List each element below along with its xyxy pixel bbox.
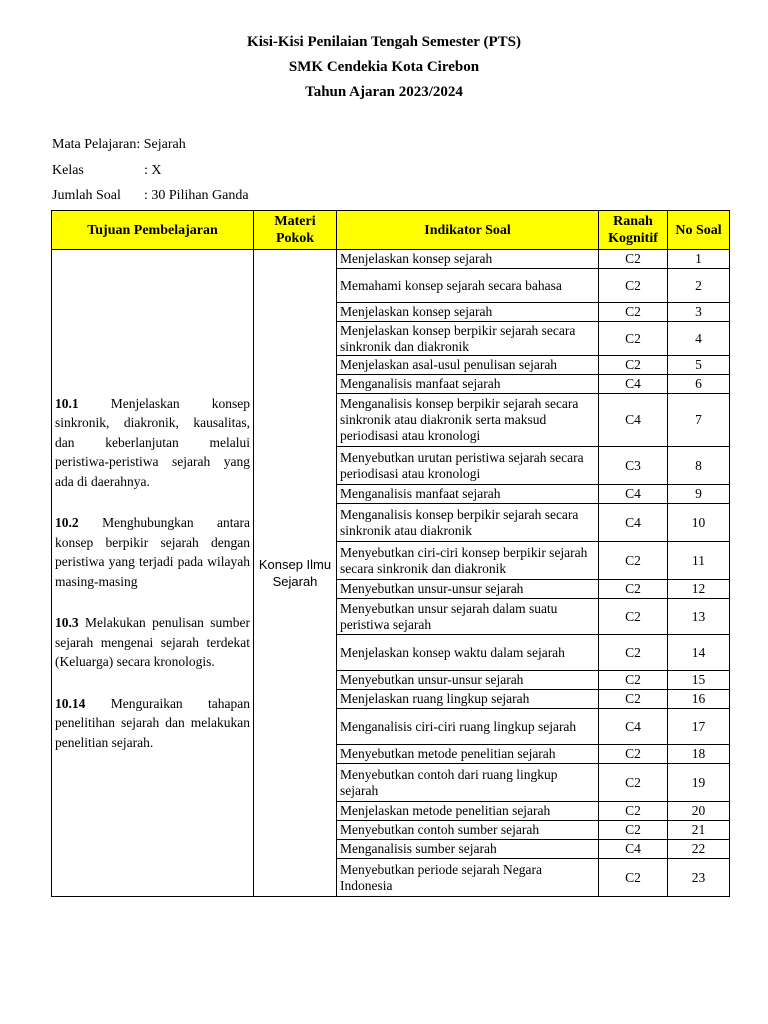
no-soal-cell: 21 xyxy=(668,821,730,840)
indikator-cell: Menjelaskan konsep sejarah xyxy=(337,303,599,322)
tujuan-text: Menghubungkan antara konsep berpikir sejarah dengan peristiwa yang terjadi pada wilayah masing-masing xyxy=(55,515,250,589)
no-soal-cell: 8 xyxy=(668,447,730,485)
ranah-cell: C2 xyxy=(599,745,668,764)
kisi-kisi-table xyxy=(51,210,730,897)
no-soal-cell: 4 xyxy=(668,322,730,356)
indikator-cell: Menganalisis manfaat sejarah xyxy=(337,375,599,394)
no-soal-cell: 10 xyxy=(668,504,730,542)
document-meta xyxy=(52,132,249,209)
indikator-cell: Menyebutkan urutan peristiwa sejarah secara periodisasi atau kronologi xyxy=(337,447,599,485)
tujuan-item xyxy=(55,394,250,492)
ranah-cell: C2 xyxy=(599,250,668,269)
no-soal-cell: 5 xyxy=(668,356,730,375)
title-line-1: Kisi-Kisi Penilaian Tengah Semester (PTS) xyxy=(247,34,521,50)
ranah-cell: C2 xyxy=(599,303,668,322)
ranah-cell: C2 xyxy=(599,859,668,897)
ranah-cell: C4 xyxy=(599,375,668,394)
header-ranah: Ranah Kognitif xyxy=(599,211,668,250)
indikator-cell: Menganalisis konsep berpikir sejarah secara sinkronik atau diakronik xyxy=(337,504,599,542)
tujuan-number: 10.2 xyxy=(55,515,79,531)
no-soal-cell: 20 xyxy=(668,802,730,821)
header-materi: Materi Pokok xyxy=(254,211,337,250)
no-soal-cell: 13 xyxy=(668,599,730,635)
table-header-row xyxy=(52,211,730,250)
meta-jumlah xyxy=(52,183,249,209)
meta-kelas xyxy=(52,158,249,184)
indikator-cell: Menyebutkan unsur-unsur sejarah xyxy=(337,671,599,690)
ranah-cell: C2 xyxy=(599,356,668,375)
indikator-cell: Menyebutkan unsur sejarah dalam suatu peristiwa sejarah xyxy=(337,599,599,635)
no-soal-cell: 9 xyxy=(668,485,730,504)
ranah-cell: C2 xyxy=(599,580,668,599)
ranah-cell: C2 xyxy=(599,322,668,356)
ranah-cell: C4 xyxy=(599,394,668,447)
title-line-3: Tahun Ajaran 2023/2024 xyxy=(305,84,463,100)
meta-kelas-label: Kelas xyxy=(52,162,84,178)
no-soal-cell: 6 xyxy=(668,375,730,394)
materi-cell: Konsep Ilmu Sejarah xyxy=(254,250,337,897)
tujuan-item xyxy=(55,694,250,753)
tujuan-number: 10.3 xyxy=(55,615,79,631)
indikator-cell: Memahami konsep sejarah secara bahasa xyxy=(337,269,599,303)
meta-kelas-value: : X xyxy=(144,162,162,178)
table-body xyxy=(52,250,730,897)
indikator-cell: Menjelaskan konsep waktu dalam sejarah xyxy=(337,635,599,671)
tujuan-number: 10.1 xyxy=(55,395,79,411)
indikator-cell: Menjelaskan konsep berpikir sejarah secara sinkronik dan diakronik xyxy=(337,322,599,356)
ranah-cell: C4 xyxy=(599,840,668,859)
ranah-cell: C4 xyxy=(599,709,668,745)
tujuan-item xyxy=(55,513,250,591)
ranah-cell: C2 xyxy=(599,671,668,690)
no-soal-cell: 22 xyxy=(668,840,730,859)
indikator-cell: Menyebutkan contoh dari ruang lingkup sejarah xyxy=(337,764,599,802)
tujuan-text: Melakukan penulisan sumber sejarah mengenai sejarah terdekat (Keluarga) secara kronologis. xyxy=(55,615,250,670)
indikator-cell: Menjelaskan metode penelitian sejarah xyxy=(337,802,599,821)
ranah-cell: C2 xyxy=(599,542,668,580)
no-soal-cell: 19 xyxy=(668,764,730,802)
indikator-cell: Menyebutkan metode penelitian sejarah xyxy=(337,745,599,764)
no-soal-cell: 23 xyxy=(668,859,730,897)
tujuan-text: Menguraikan tahapan penelitihan sejarah dan melakukan penelitian sejarah. xyxy=(55,695,250,750)
indikator-cell: Menjelaskan ruang lingkup sejarah xyxy=(337,690,599,709)
ranah-cell: C2 xyxy=(599,802,668,821)
indikator-cell: Menjelaskan asal-usul penulisan sejarah xyxy=(337,356,599,375)
no-soal-cell: 15 xyxy=(668,671,730,690)
ranah-cell: C2 xyxy=(599,764,668,802)
meta-jumlah-label: Jumlah Soal xyxy=(52,188,121,203)
no-soal-cell: 1 xyxy=(668,250,730,269)
title-line-2: SMK Cendekia Kota Cirebon xyxy=(288,59,480,75)
ranah-cell: C4 xyxy=(599,504,668,542)
indikator-cell: Menyebutkan periode sejarah Negara Indonesia xyxy=(337,859,599,897)
no-soal-cell: 18 xyxy=(668,745,730,764)
ranah-cell: C2 xyxy=(599,635,668,671)
tujuan-number: 10.14 xyxy=(55,695,86,711)
indikator-cell: Menjelaskan konsep sejarah xyxy=(337,250,599,269)
no-soal-cell: 2 xyxy=(668,269,730,303)
no-soal-cell: 14 xyxy=(668,635,730,671)
no-soal-cell: 7 xyxy=(668,394,730,447)
ranah-cell: C2 xyxy=(599,690,668,709)
no-soal-cell: 12 xyxy=(668,580,730,599)
indikator-cell: Menganalisis konsep berpikir sejarah secara sinkronik atau diakronik serta maksud periodisasi atau kronologi xyxy=(337,394,599,447)
indikator-cell: Menyebutkan contoh sumber sejarah xyxy=(337,821,599,840)
meta-jumlah-value: : 30 Pilihan Ganda xyxy=(144,188,249,203)
table-row xyxy=(52,250,730,269)
indikator-cell: Menganalisis sumber sejarah xyxy=(337,840,599,859)
indikator-cell: Menganalisis ciri-ciri ruang lingkup sejarah xyxy=(337,709,599,745)
tujuan-item xyxy=(55,613,250,672)
indikator-cell: Menganalisis manfaat sejarah xyxy=(337,485,599,504)
ranah-cell: C4 xyxy=(599,485,668,504)
no-soal-cell: 16 xyxy=(668,690,730,709)
header-indikator: Indikator Soal xyxy=(337,211,599,250)
no-soal-cell: 17 xyxy=(668,709,730,745)
ranah-cell: C2 xyxy=(599,821,668,840)
header-tujuan: Tujuan Pembelajaran xyxy=(52,211,254,250)
ranah-cell: C2 xyxy=(599,599,668,635)
no-soal-cell: 11 xyxy=(668,542,730,580)
document-header xyxy=(0,30,768,105)
tujuan-text: Menjelaskan konsep sinkronik, diakronik, kausalitas, dan keberlanjutan melalui peristiwa-peristiwa sejarah yang ada di daerahnya. xyxy=(55,395,250,489)
indikator-cell: Menyebutkan unsur-unsur sejarah xyxy=(337,580,599,599)
meta-mapel: Mata Pelajaran: Sejarah xyxy=(52,137,186,152)
indikator-cell: Menyebutkan ciri-ciri konsep berpikir sejarah secara sinkronik dan diakronik xyxy=(337,542,599,580)
header-no: No Soal xyxy=(668,211,730,250)
ranah-cell: C2 xyxy=(599,269,668,303)
tujuan-cell xyxy=(52,250,254,897)
ranah-cell: C3 xyxy=(599,447,668,485)
no-soal-cell: 3 xyxy=(668,303,730,322)
